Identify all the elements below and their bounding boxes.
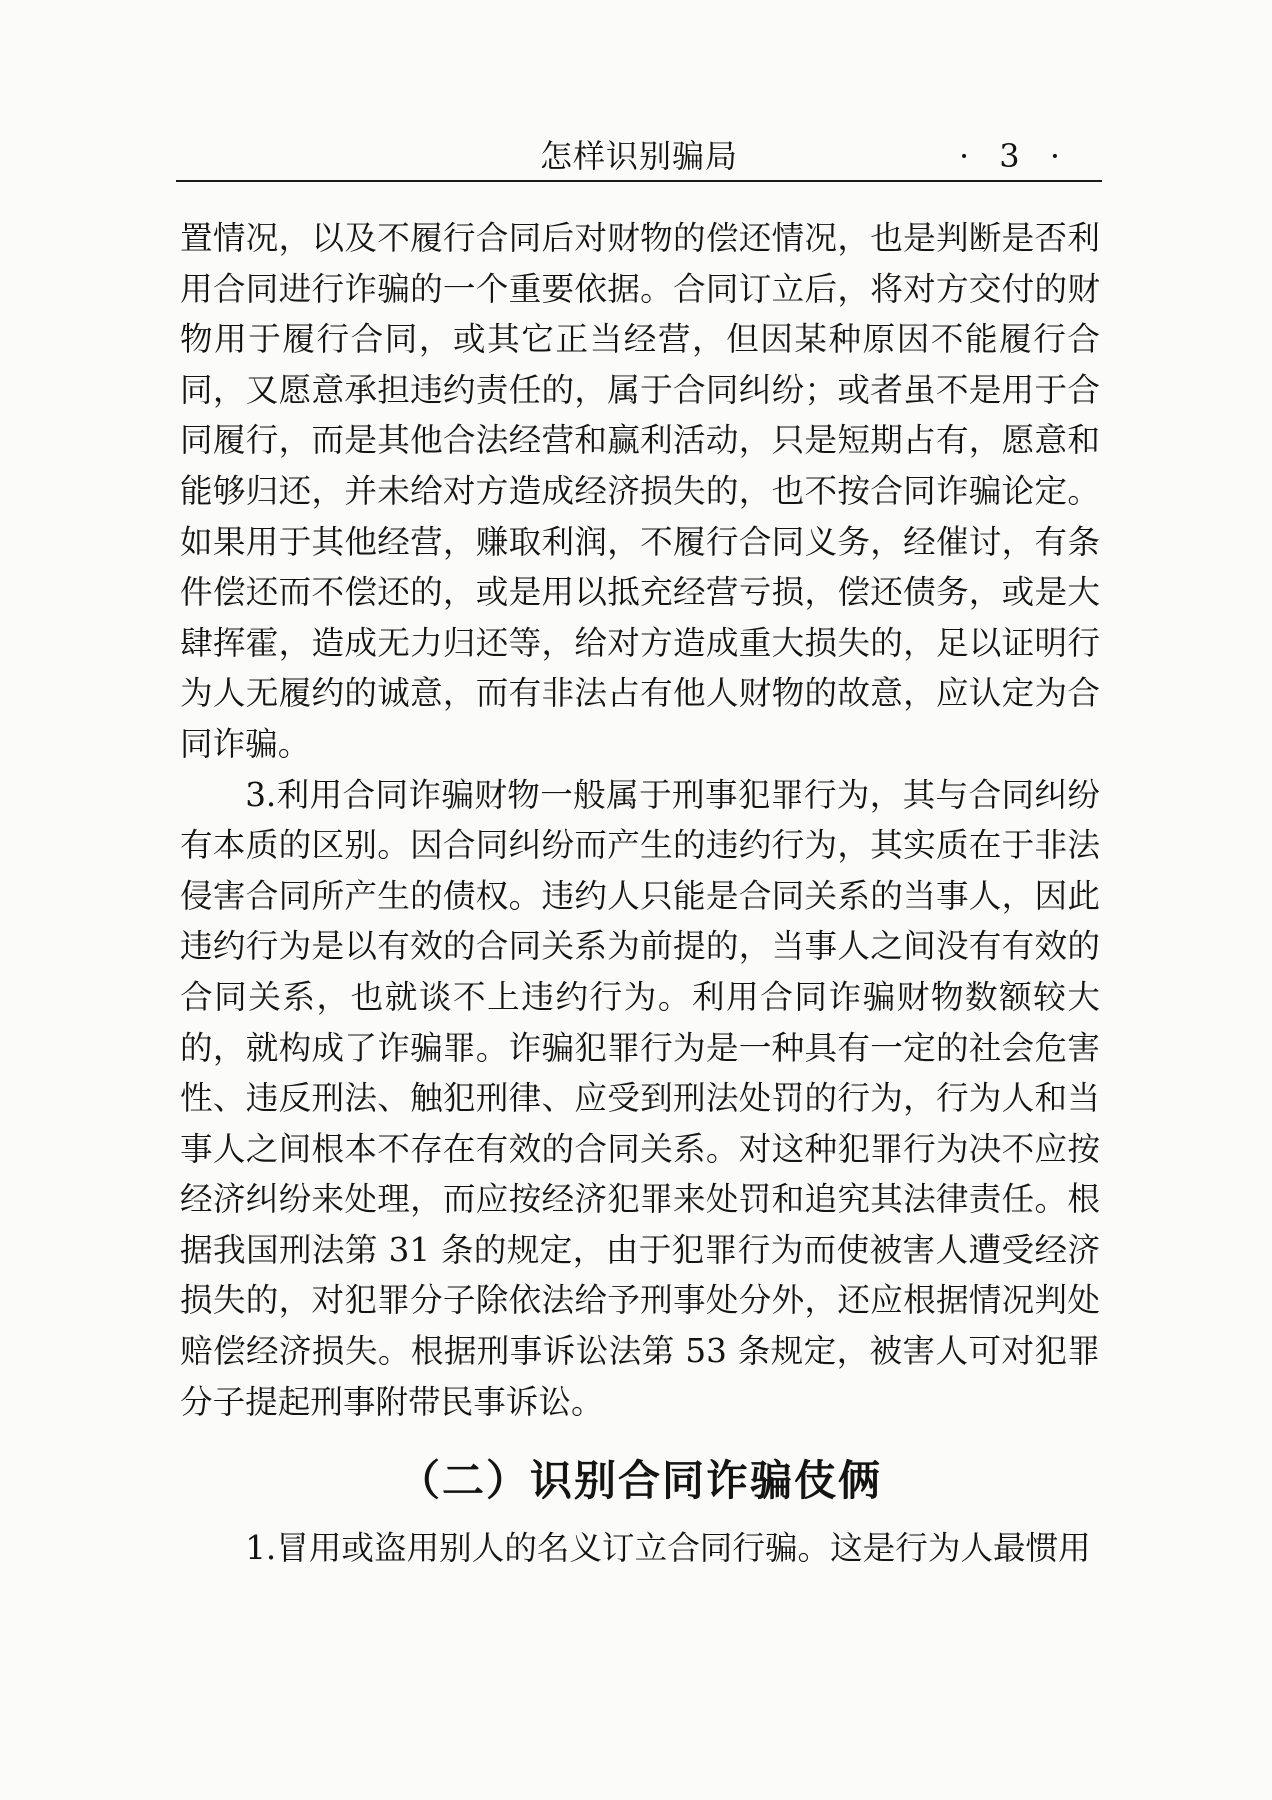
- paragraph-point-1: 1.冒用或盗用别人的名义订立合同行骗。这是行为人最惯用: [245, 1529, 1091, 1568]
- section-heading: （二）识别合同诈骗伎俩: [397, 1456, 882, 1506]
- body-text: [180, 213, 1100, 1574]
- page-number: · 3 ·: [958, 137, 1070, 175]
- header-rule: [176, 180, 1102, 182]
- paragraph-point-3: 3.利用合同诈骗财物一般属于刑事犯罪行为，其与合同纠纷有本质的区别。因合同纠纷而产生的违约行为，其实质在于非法侵害合同所产生的债权。违约人只能是合同关系的当事人，因此违约行为是以有效的合同关系为前提的，当事人之间没有有效的合同关系，也就谈不上违约行为。利用合同诈骗财物数额较大的，就构成了诈骗罪。诈骗犯罪行为是一种具有一定的社会危害性、违反刑法、触犯刑律、应受到刑法处罚的行为，行为人和当事人之间根本不存在有效的合同关系。对这种犯罪行为决不应按经济纠纷来处理，而应按经济犯罪来处罚和追究其法律责任。根据我国刑法第 31 条的规定，由于犯罪行为而使被害人遭受经济损失的，对犯罪分子除依法给予刑事处分外，还应根据情况判处赔偿经济损失。根据刑事诉讼法第 53 条规定，被害人可对犯罪分子提起刑事附带民事诉讼。: [180, 775, 1100, 1421]
- running-header: [176, 126, 1102, 186]
- running-title: 怎样识别骗局: [539, 137, 738, 175]
- paragraph-continued: 置情况，以及不履行合同后对财物的偿还情况，也是判断是否利用合同进行诈骗的一个重要依据。合同订立后，将对方交付的财物用于履行合同，或其它正当经营，但因某种原因不能履行合同，又愿意承担违约责任的，属于合同纠纷；或者虽不是用于合同履行，而是其他合法经营和赢利活动，只是短期占有，愿意和能够归还，并未给对方造成经济损失的，也不按合同诈骗论定。如果用于其他经营，赚取利润，不履行合同义务，经催讨，有条件偿还而不偿还的，或是用以抵充经营亏损，偿还债务，或是大肆挥霍，造成无力归还等，给对方造成重大损失的，足以证明行为人无履约的诚意，而有非法占有他人财物的故意，应认定为合同诈骗。: [180, 219, 1100, 763]
